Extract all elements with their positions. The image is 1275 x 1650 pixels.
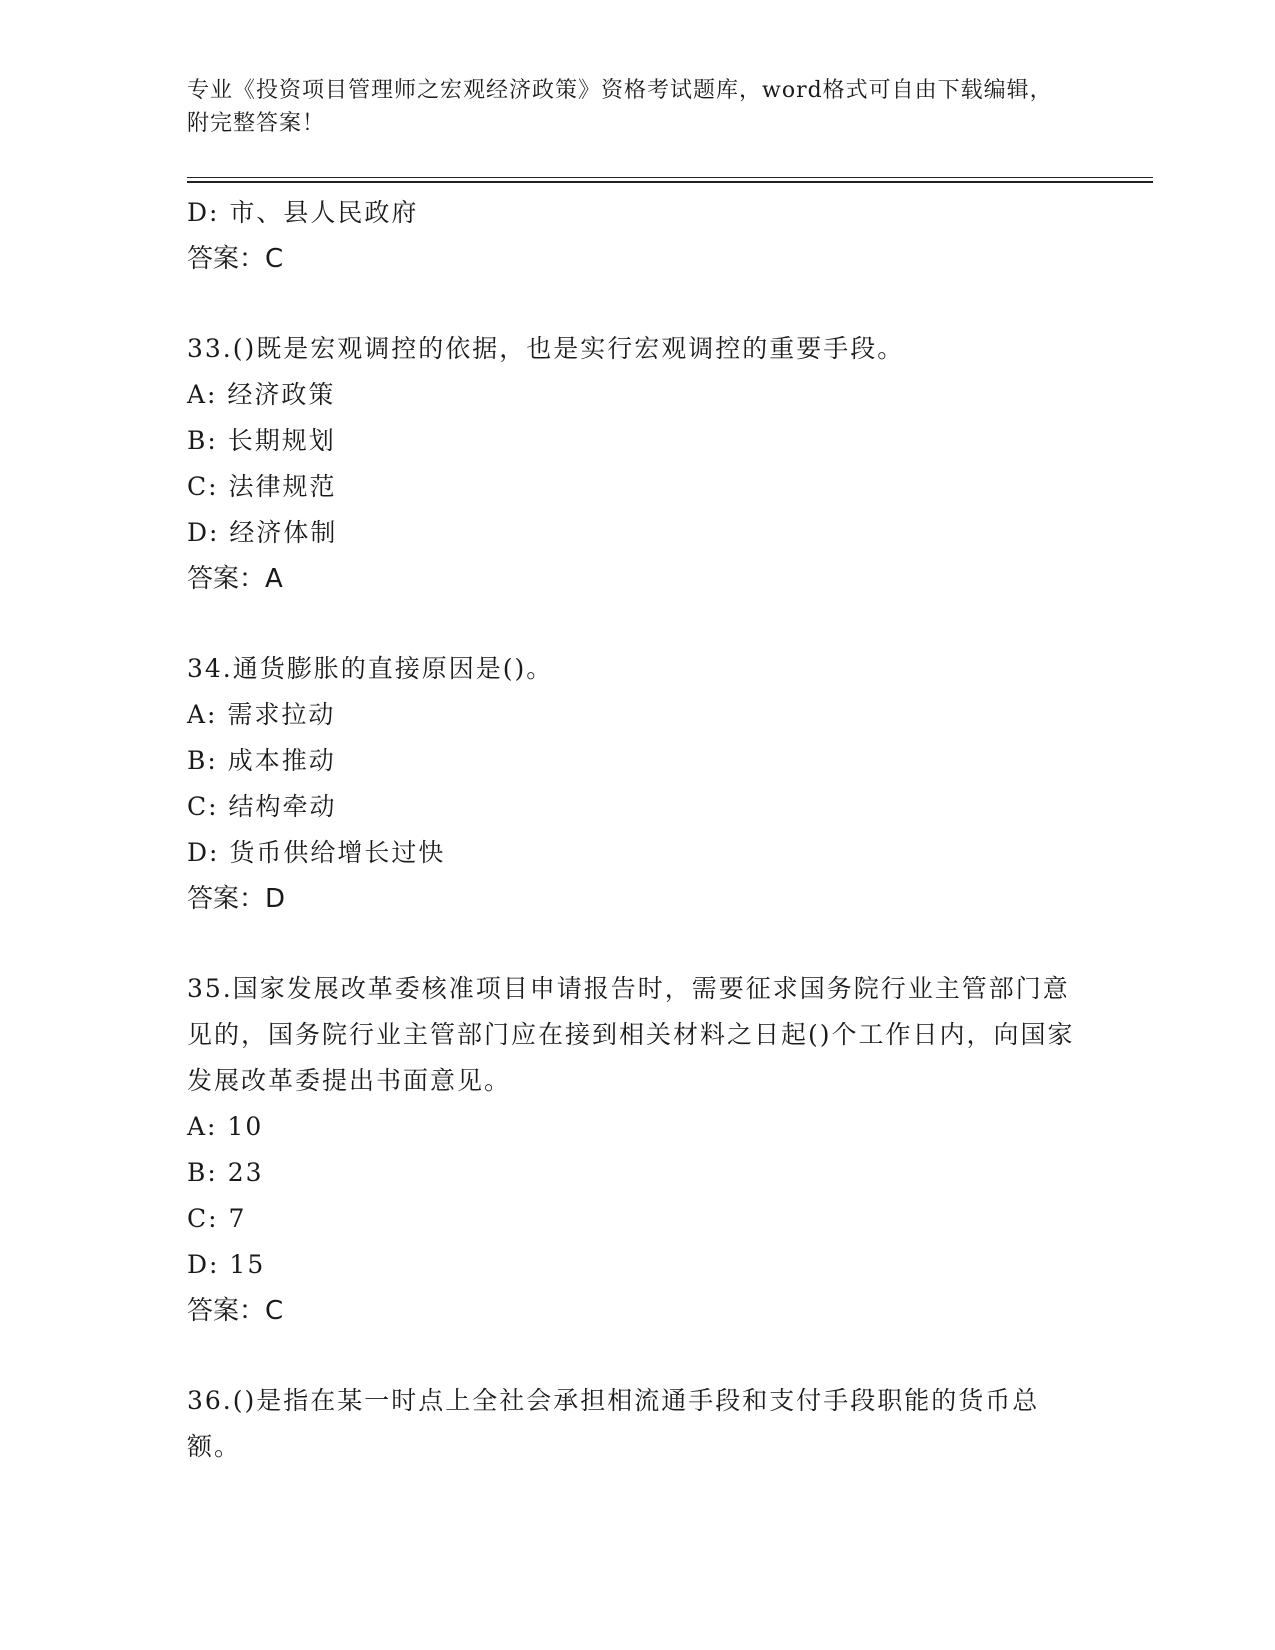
question-35-option-b: B: 23	[187, 1158, 264, 1187]
question-35	[187, 966, 1087, 1334]
question-35-answer: 答案：C	[187, 1296, 284, 1326]
question-34-option-b: B: 成本推动	[187, 746, 336, 775]
question-34-option-a: A: 需求拉动	[187, 700, 336, 729]
question-33	[187, 326, 1087, 602]
question-34-stem: 34.通货膨胀的直接原因是()。	[187, 654, 554, 683]
page-header: 专业《投资项目管理师之宏观经济政策》资格考试题库，word格式可自由下载编辑，附完整答案！	[187, 78, 1053, 136]
question-35-option-c: C: 7	[187, 1204, 247, 1233]
question-36-stem: 36.()是指在某一时点上全社会承担相流通手段和支付手段职能的货币总额。	[187, 1386, 1040, 1461]
question-34-option-d: D: 货币供给增长过快	[187, 838, 446, 867]
question-33-option-c: C: 法律规范	[187, 472, 337, 501]
question-35-option-d: D: 15	[187, 1250, 266, 1279]
question-32-answer: 答案：C	[187, 244, 284, 274]
question-34-option-c: C: 结构牵动	[187, 792, 337, 821]
question-33-stem: 33.()既是宏观调控的依据，也是实行宏观调控的重要手段。	[187, 334, 905, 363]
question-list	[187, 190, 1087, 1470]
question-36	[187, 1378, 1087, 1470]
question-35-option-a: A: 10	[187, 1112, 264, 1141]
question-33-option-a: A: 经济政策	[187, 380, 336, 409]
question-34-answer: 答案：D	[187, 884, 286, 914]
question-34	[187, 646, 1087, 922]
question-33-option-d: D: 经济体制	[187, 518, 338, 547]
question-33-answer: 答案：A	[187, 564, 283, 594]
question-35-stem: 35.国家发展改革委核准项目申请报告时，需要征求国务院行业主管部门意见的，国务院行业主管部门应在接到相关材料之日起()个工作日内，向国家发展改革委提出书面意见。	[187, 974, 1075, 1095]
question-33-option-b: B: 长期规划	[187, 426, 336, 455]
question-32-option-d: D: 市、县人民政府	[187, 198, 419, 227]
header-divider	[187, 177, 1153, 183]
